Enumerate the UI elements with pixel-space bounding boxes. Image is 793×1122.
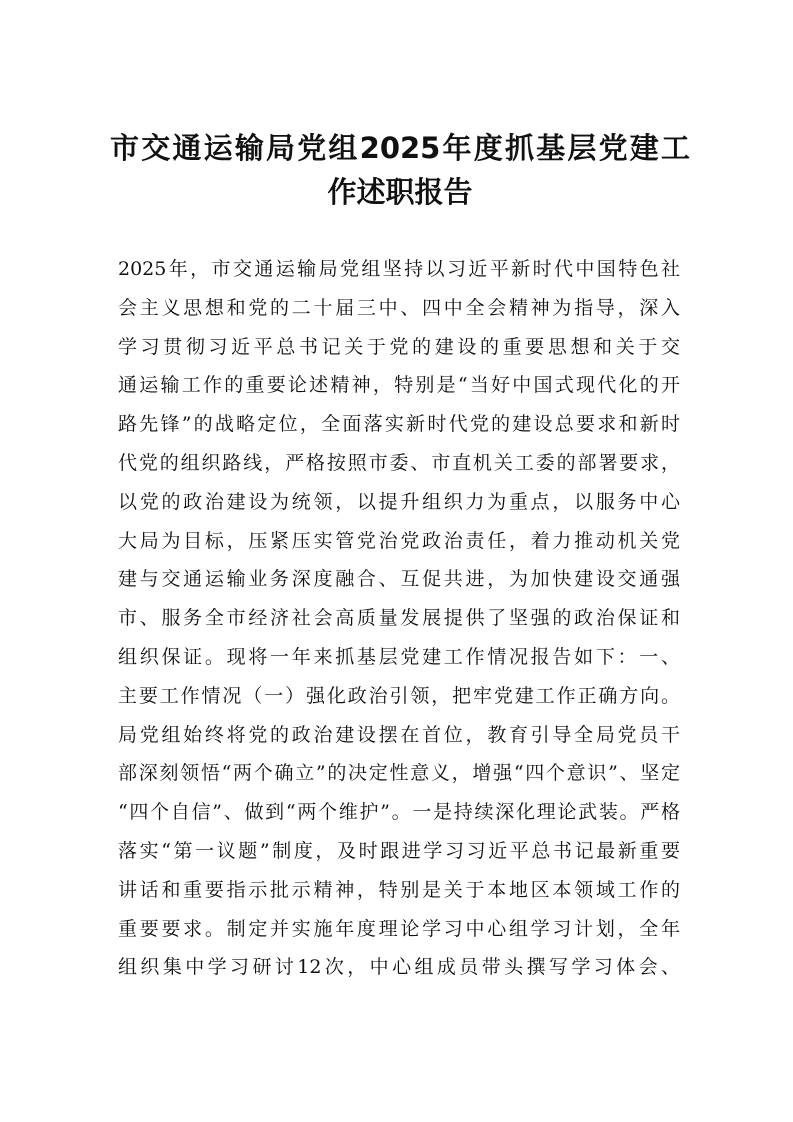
body-line: 通运输工作的重要论述精神，特别是“当好中国式现代化的开 — [118, 374, 680, 397]
body-line: 建与交通运输业务深度融合、互促共进，为加快建设交通强 — [118, 568, 680, 591]
document-title-line-2: 作述职报告 — [327, 175, 473, 209]
body-line: 重要要求。制定并实施年度理论学习中心组学习计划，全年 — [118, 917, 680, 940]
body-line: 组织集中学习研讨12次，中心组成员带头撰写学习体会、 — [118, 956, 680, 979]
body-line: 局党组始终将党的政治建设摆在首位，教育引导全局党员干 — [118, 723, 680, 746]
body-line: 以党的政治建设为统领，以提升组织力为重点，以服务中心 — [118, 490, 680, 513]
body-line: 路先锋”的战略定位，全面落实新时代党的建设总要求和新时 — [118, 413, 680, 436]
body-line: 落实“第一议题”制度，及时跟进学习习近平总书记最新重要 — [118, 839, 680, 862]
body-line: 会主义思想和党的二十届三中、四中全会精神为指导，深入 — [118, 296, 680, 319]
body-line: 大局为目标，压紧压实管党治党政治责任，着力推动机关党 — [118, 529, 680, 552]
body-line: 代党的组织路线，严格按照市委、市直机关工委的部署要求， — [118, 451, 680, 474]
body-line: “四个自信”、做到“两个维护”。一是持续深化理论武装。严格 — [118, 801, 680, 824]
document-title-line-1: 市交通运输局党组2025年度抓基层党建工 — [110, 131, 690, 165]
body-line: 2025年，市交通运输局党组坚持以习近平新时代中国特色社 — [118, 258, 680, 280]
body-line: 市、服务全市经济社会高质量发展提供了坚强的政治保证和 — [118, 607, 680, 630]
body-line: 讲话和重要指示批示精神，特别是关于本地区本领域工作的 — [118, 878, 680, 901]
body-line: 组织保证。现将一年来抓基层党建工作情况报告如下：一、 — [118, 645, 680, 668]
body-line: 主要工作情况（一）强化政治引领，把牢党建工作正确方向。 — [118, 684, 680, 707]
body-line: 学习贯彻习近平总书记关于党的建设的重要思想和关于交 — [118, 335, 680, 358]
document-body — [118, 250, 680, 987]
body-line: 部深刻领悟“两个确立”的决定性意义，增强“四个意识”、坚定 — [118, 762, 680, 785]
